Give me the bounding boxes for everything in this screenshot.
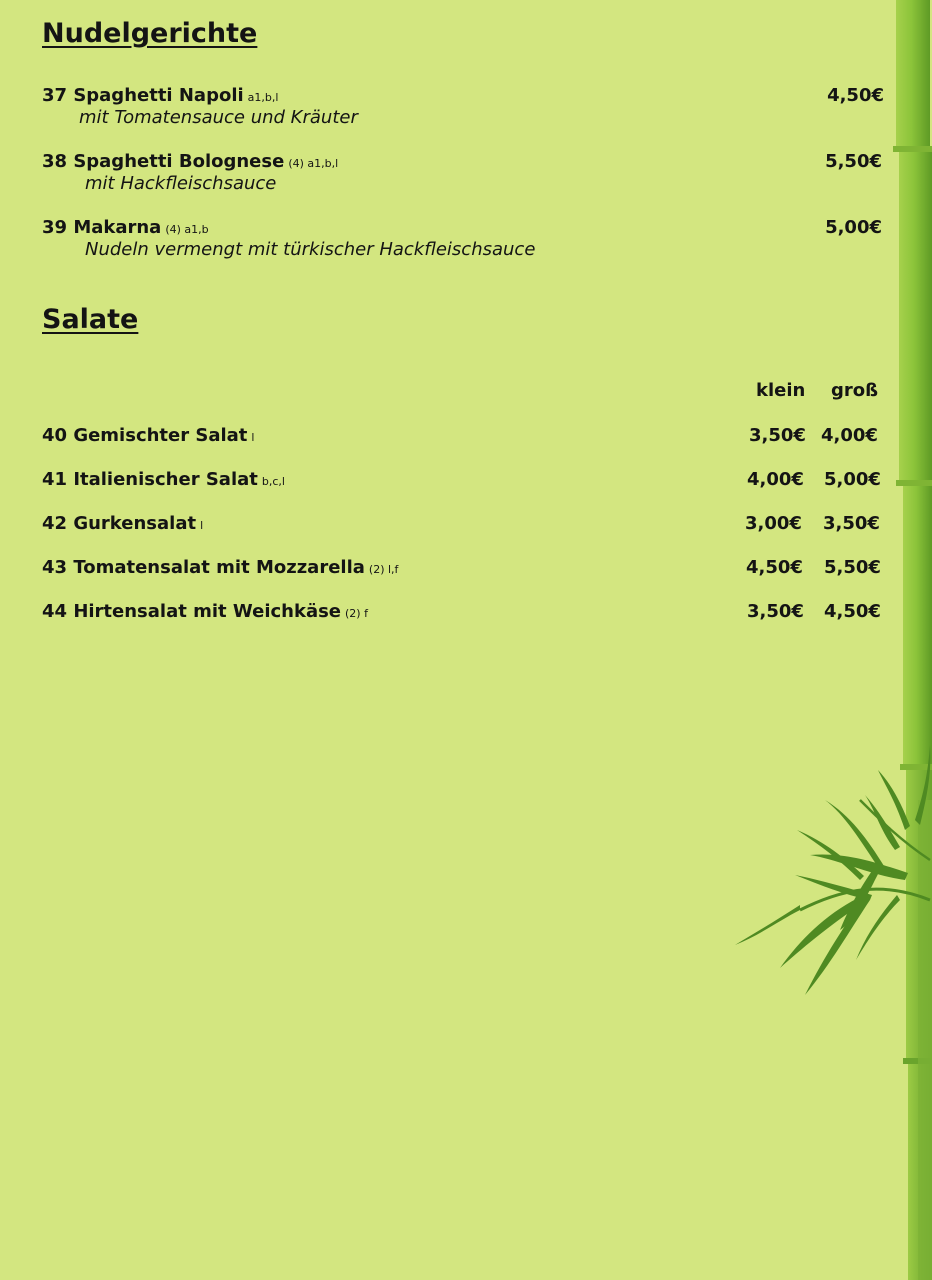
- item-price: 4,50€: [827, 85, 884, 106]
- item-name: 38 Spaghetti Bolognese: [42, 151, 285, 172]
- item-allergens: (2) f: [345, 607, 368, 620]
- item-price-large: 4,50€: [824, 601, 881, 622]
- item-allergens: (4) a1,b,l: [288, 157, 339, 170]
- item-description: mit Hackfleischsauce: [85, 173, 277, 194]
- item-price: 5,50€: [825, 151, 882, 172]
- size-header-small: klein: [756, 380, 806, 401]
- item-name: 43 Tomatensalat mit Mozzarella: [42, 557, 365, 578]
- item-name: 44 Hirtensalat mit Weichkäse: [42, 601, 342, 622]
- salad-item: [42, 469, 884, 491]
- item-allergens: (2) l,f: [368, 563, 399, 576]
- item-name: 41 Italienischer Salat: [42, 469, 258, 490]
- item-price-large: 5,50€: [824, 557, 881, 578]
- item-price-small: 4,50€: [746, 557, 803, 578]
- item-price-large: 3,50€: [823, 513, 880, 534]
- salad-item: [42, 557, 884, 579]
- item-description: Nudeln vermengt mit türkischer Hackfleischsauce: [85, 239, 536, 260]
- item-price-small: 4,00€: [747, 469, 804, 490]
- item-allergens: b,c,l: [261, 475, 285, 488]
- item-description: mit Tomatensauce und Kräuter: [79, 107, 358, 128]
- item-allergens: l: [200, 519, 204, 532]
- menu-item: [42, 151, 884, 195]
- item-price-large: 4,00€: [821, 425, 878, 446]
- section-title-salads: Salate: [42, 304, 139, 335]
- item-name: 40 Gemischter Salat: [42, 425, 248, 446]
- salad-item: [42, 601, 884, 623]
- item-price-small: 3,00€: [745, 513, 802, 534]
- section-title-noodles: Nudelgerichte: [42, 18, 258, 49]
- menu-item: [42, 217, 884, 261]
- size-header-large: groß: [831, 380, 879, 401]
- item-price: 5,00€: [825, 217, 882, 238]
- item-price-large: 5,00€: [824, 469, 881, 490]
- item-allergens: l: [251, 431, 255, 444]
- salad-item: [42, 513, 884, 535]
- item-name: 39 Makarna: [42, 217, 162, 238]
- item-allergens: a1,b,l: [247, 91, 279, 104]
- salad-item: [42, 425, 884, 447]
- item-name: 42 Gurkensalat: [42, 513, 197, 534]
- item-name: 37 Spaghetti Napoli: [42, 85, 244, 106]
- item-allergens: (4) a1,b: [165, 223, 209, 236]
- item-price-small: 3,50€: [747, 601, 804, 622]
- item-price-small: 3,50€: [749, 425, 806, 446]
- menu-item: [42, 85, 884, 129]
